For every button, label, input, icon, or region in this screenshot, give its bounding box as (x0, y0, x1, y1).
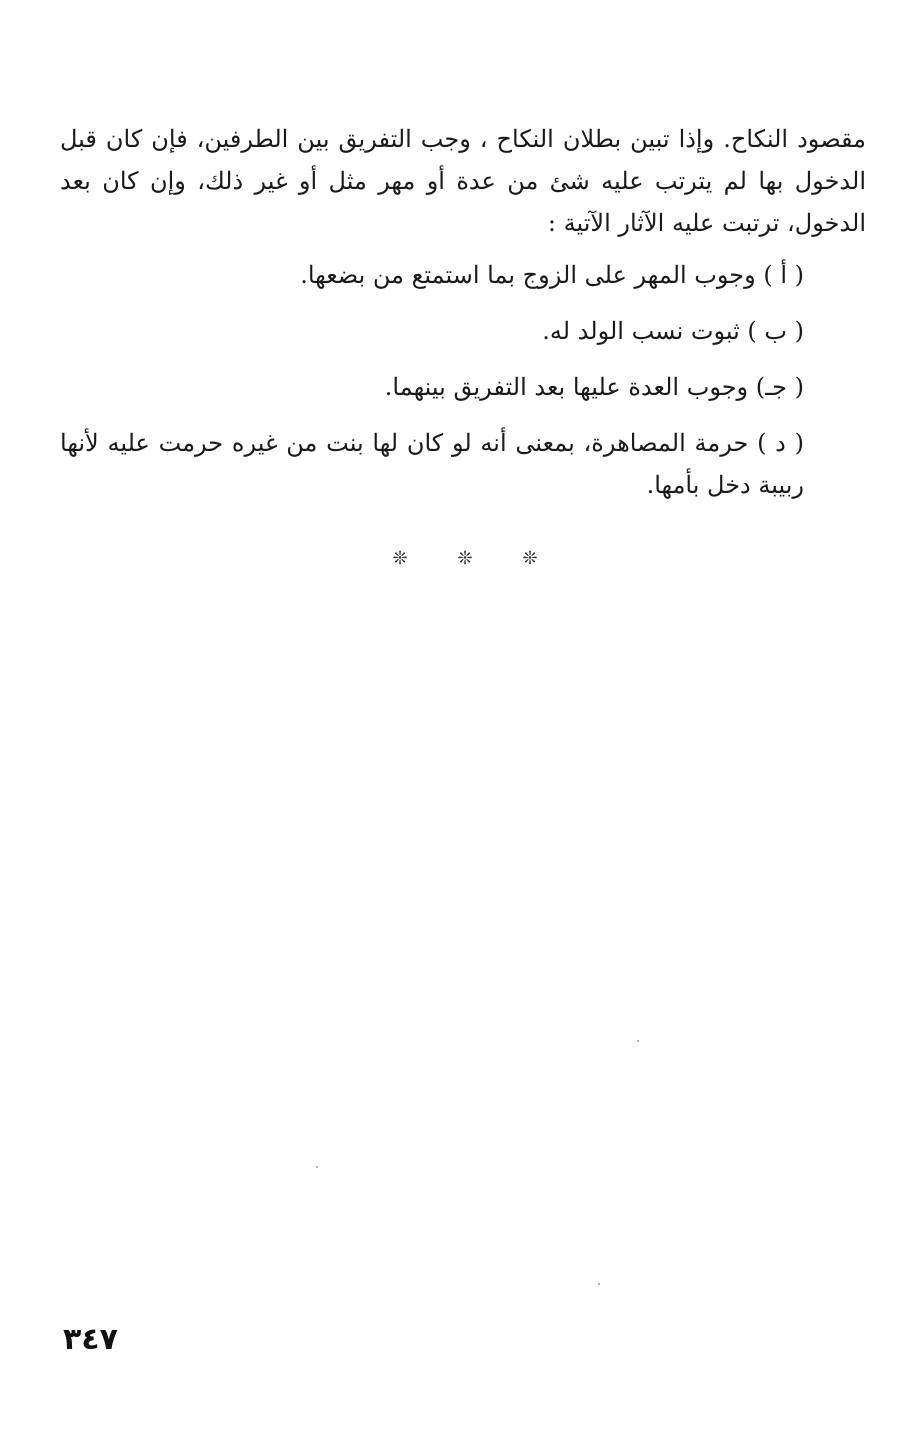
list-item-a: ( أ ) وجوب المهر على الزوج بما استمتع من بضعها. (300, 261, 804, 289)
list-item-b: ( ب ) ثبوت نسب الولد له. (542, 317, 804, 345)
scan-speck (598, 1283, 600, 1285)
scan-speck (637, 1040, 639, 1042)
intro-paragraph: مقصود النكاح. وإذا تبين بطلان النكاح ، وجب التفريق بين الطرفين، فإن كان قبل الدخول بها لم يترتب عليه شئ من عدة أو مهر مثل أو غير ذلك، وإن كان بعد الدخول، ترتبت عليه الآثار الآتية : (60, 125, 866, 237)
scan-speck (316, 1166, 318, 1168)
section-separator (390, 548, 540, 569)
list-item-d: ( د ) حرمة المصاهرة، بمعنى أنه لو كان لها بنت من غيره حرمت عليه لأنها ربيبة دخل بأمها. (60, 429, 804, 499)
separator-star-icon: ❊ (522, 548, 538, 569)
page-number: ٣٤٧ (63, 1322, 118, 1357)
list-item-c: ( جـ) وجوب العدة عليها بعد التفريق بينهما. (384, 373, 804, 401)
separator-star-icon: ❊ (392, 548, 408, 569)
separator-star-icon: ❊ (457, 548, 473, 569)
page-body (60, 118, 866, 520)
